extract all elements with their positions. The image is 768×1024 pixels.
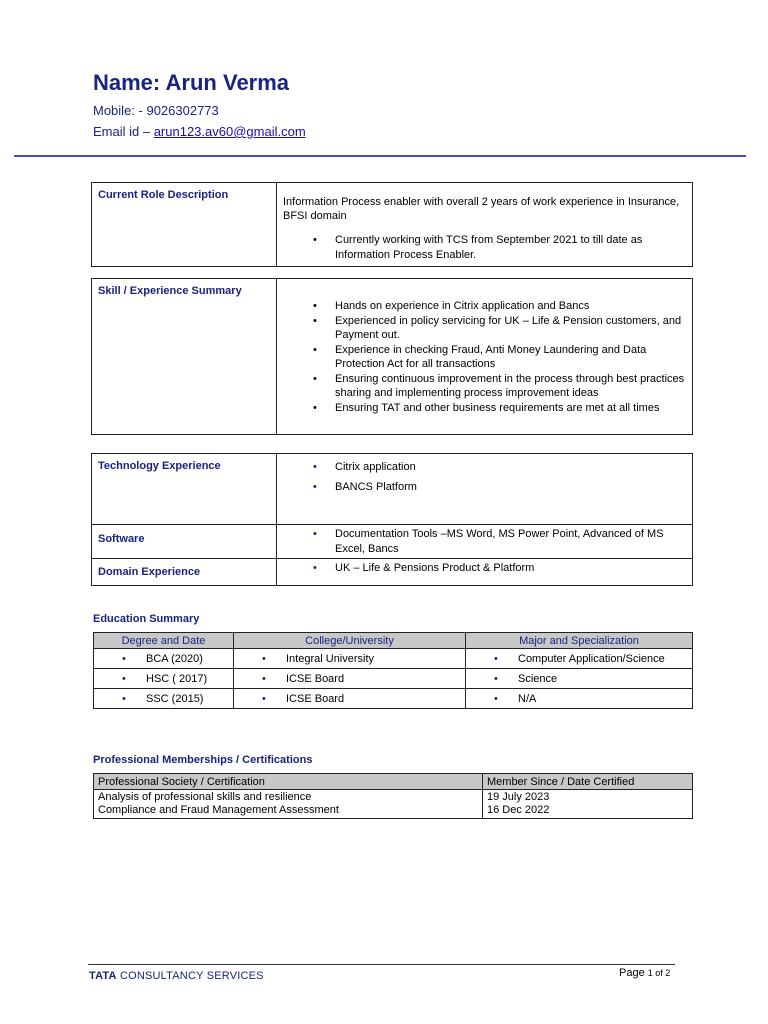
education-major-cell: • Computer Application/Science xyxy=(466,649,693,669)
certification-names-cell xyxy=(94,790,483,819)
email-link[interactable]: arun123.av60@gmail.com xyxy=(153,124,306,139)
skill-bullet: • Experience in checking Fraud, Anti Money Laundering and Data Protection Act for all transactions xyxy=(335,343,686,372)
current-role-table xyxy=(91,182,693,267)
certification-date: 16 Dec 2022 xyxy=(487,804,550,816)
education-college-cell: • Integral University xyxy=(234,649,466,669)
skills-table xyxy=(91,278,693,435)
education-major-cell: • Science xyxy=(466,669,693,689)
technology-label: Technology Experience xyxy=(92,454,277,525)
skill-bullet: • Ensuring continuous improvement in the process through best practices sharing and implementing process improvement ideas xyxy=(335,372,686,401)
certification-header-date: Member Since / Date Certified xyxy=(483,774,693,790)
current-role-value xyxy=(277,183,693,267)
skills-label: Skill / Experience Summary xyxy=(92,279,277,435)
education-title: Education Summary xyxy=(93,613,200,625)
education-header-college: College/University xyxy=(234,633,466,649)
domain-value xyxy=(277,559,693,586)
email-label: Email id – xyxy=(93,124,154,139)
education-row xyxy=(94,669,693,689)
certification-date: 19 July 2023 xyxy=(487,791,550,803)
mobile-number: Mobile: - 9026302773 xyxy=(93,103,219,118)
software-label: Software xyxy=(92,525,277,559)
skill-bullet: • Hands on experience in Citrix application and Bancs xyxy=(335,299,686,314)
education-college-cell: • ICSE Board xyxy=(234,689,466,709)
email-line xyxy=(93,124,306,139)
current-role-summary: Information Process enabler with overall 2 years of work experience in Insurance, BFSI domain xyxy=(283,196,680,222)
current-role-bullets xyxy=(283,233,686,262)
education-degree-cell: • HSC ( 2017) xyxy=(94,669,234,689)
current-role-label: Current Role Description xyxy=(92,183,277,267)
header-divider xyxy=(14,155,746,157)
page-number xyxy=(619,967,670,979)
skills-value xyxy=(277,279,693,435)
certification-header-name: Professional Society / Certification xyxy=(94,774,483,790)
technology-bullet: • Citrix application xyxy=(335,460,686,475)
education-header-major: Major and Specialization xyxy=(466,633,693,649)
skills-bullets xyxy=(283,299,686,415)
domain-bullets xyxy=(283,561,686,576)
role-bullet: • Currently working with TCS from September 2021 to till date as Information Process Enabler. xyxy=(335,233,686,262)
certification-dates-cell xyxy=(483,790,693,819)
skill-bullet: • Experienced in policy servicing for UK – Life & Pension customers, and Payment out. xyxy=(335,314,686,343)
logo-consultancy: CONSULTANCY SERVICES xyxy=(116,970,264,982)
domain-label: Domain Experience xyxy=(92,559,277,586)
logo-tata: TATA xyxy=(89,970,117,982)
certifications-title: Professional Memberships / Certifications xyxy=(93,754,313,766)
domain-bullet: • UK – Life & Pensions Product & Platform xyxy=(335,561,686,576)
certification-name: Compliance and Fraud Management Assessment xyxy=(98,804,339,816)
software-bullet: • Documentation Tools –MS Word, MS Power Point, Advanced of MS Excel, Bancs xyxy=(335,527,686,556)
technology-table xyxy=(91,453,693,586)
education-major-cell: • N/A xyxy=(466,689,693,709)
technology-value xyxy=(277,454,693,525)
footer-divider xyxy=(88,964,675,965)
software-value xyxy=(277,525,693,559)
page-label: Page xyxy=(619,967,648,979)
technology-bullet: • BANCS Platform xyxy=(335,480,686,495)
education-degree-cell: • BCA (2020) xyxy=(94,649,234,669)
certification-name: Analysis of professional skills and resilience xyxy=(98,791,312,803)
software-bullets xyxy=(283,527,686,556)
education-degree-cell: • SSC (2015) xyxy=(94,689,234,709)
page-of: 1 of 2 xyxy=(647,968,671,978)
education-header-degree: Degree and Date xyxy=(94,633,234,649)
education-row xyxy=(94,689,693,709)
candidate-name: Name: Arun Verma xyxy=(93,70,290,95)
certifications-table xyxy=(93,773,693,819)
education-table xyxy=(93,632,693,709)
skill-bullet: • Ensuring TAT and other business requirements are met at all times xyxy=(335,401,686,416)
education-college-cell: • ICSE Board xyxy=(234,669,466,689)
technology-bullets xyxy=(283,460,686,494)
education-row xyxy=(94,649,693,669)
tcs-logo xyxy=(89,970,264,982)
